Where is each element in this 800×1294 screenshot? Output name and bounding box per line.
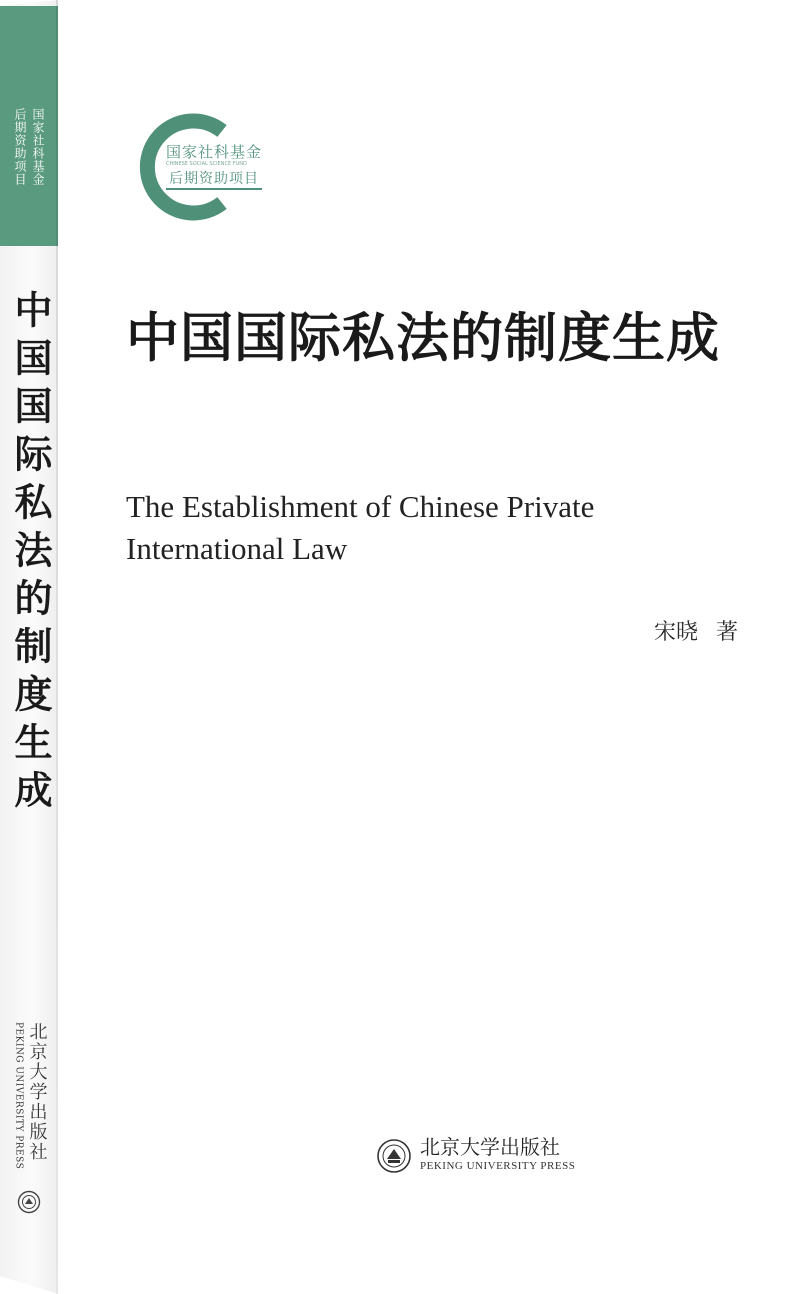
spine-fold-shadow xyxy=(56,0,58,1294)
fund-logo-line-2: 后期资助项目 xyxy=(166,170,262,190)
author-name: 宋晓 xyxy=(654,620,699,645)
spine-publisher-en: PEKING UNIVERSITY PRESS xyxy=(13,1022,24,1170)
spine-seal-icon xyxy=(17,1190,41,1214)
spine-publisher-cn: 北京大学出版社 xyxy=(26,1022,48,1162)
cover-title-en: The Establishment of Chinese Private International Law xyxy=(126,489,595,566)
fund-logo-subtext: CHINESE SOCIAL SCIENCE FUND xyxy=(166,161,247,167)
publisher-name-en: PEKING UNIVERSITY PRESS xyxy=(420,1160,576,1172)
spine-band-line-1: 国家社科基金 xyxy=(31,108,45,186)
fund-logo-text xyxy=(166,143,262,190)
publisher-name-cn: 北京大学出版社 xyxy=(420,1135,560,1159)
spine-title: 中国国际私法的制度生成 xyxy=(8,290,52,818)
cover-title-cn: 中国国际私法的制度生成 xyxy=(126,308,720,369)
fund-logo-line-1: 国家社科基金 xyxy=(166,143,263,161)
cover-publisher xyxy=(376,1136,576,1178)
author-line xyxy=(654,615,738,646)
author-role: 著 xyxy=(716,620,739,645)
spine-band-label xyxy=(4,108,54,236)
spine-publisher xyxy=(10,1022,50,1188)
peking-university-seal-icon xyxy=(376,1138,412,1174)
spine-band-line-2: 后期资助项目 xyxy=(13,108,27,186)
